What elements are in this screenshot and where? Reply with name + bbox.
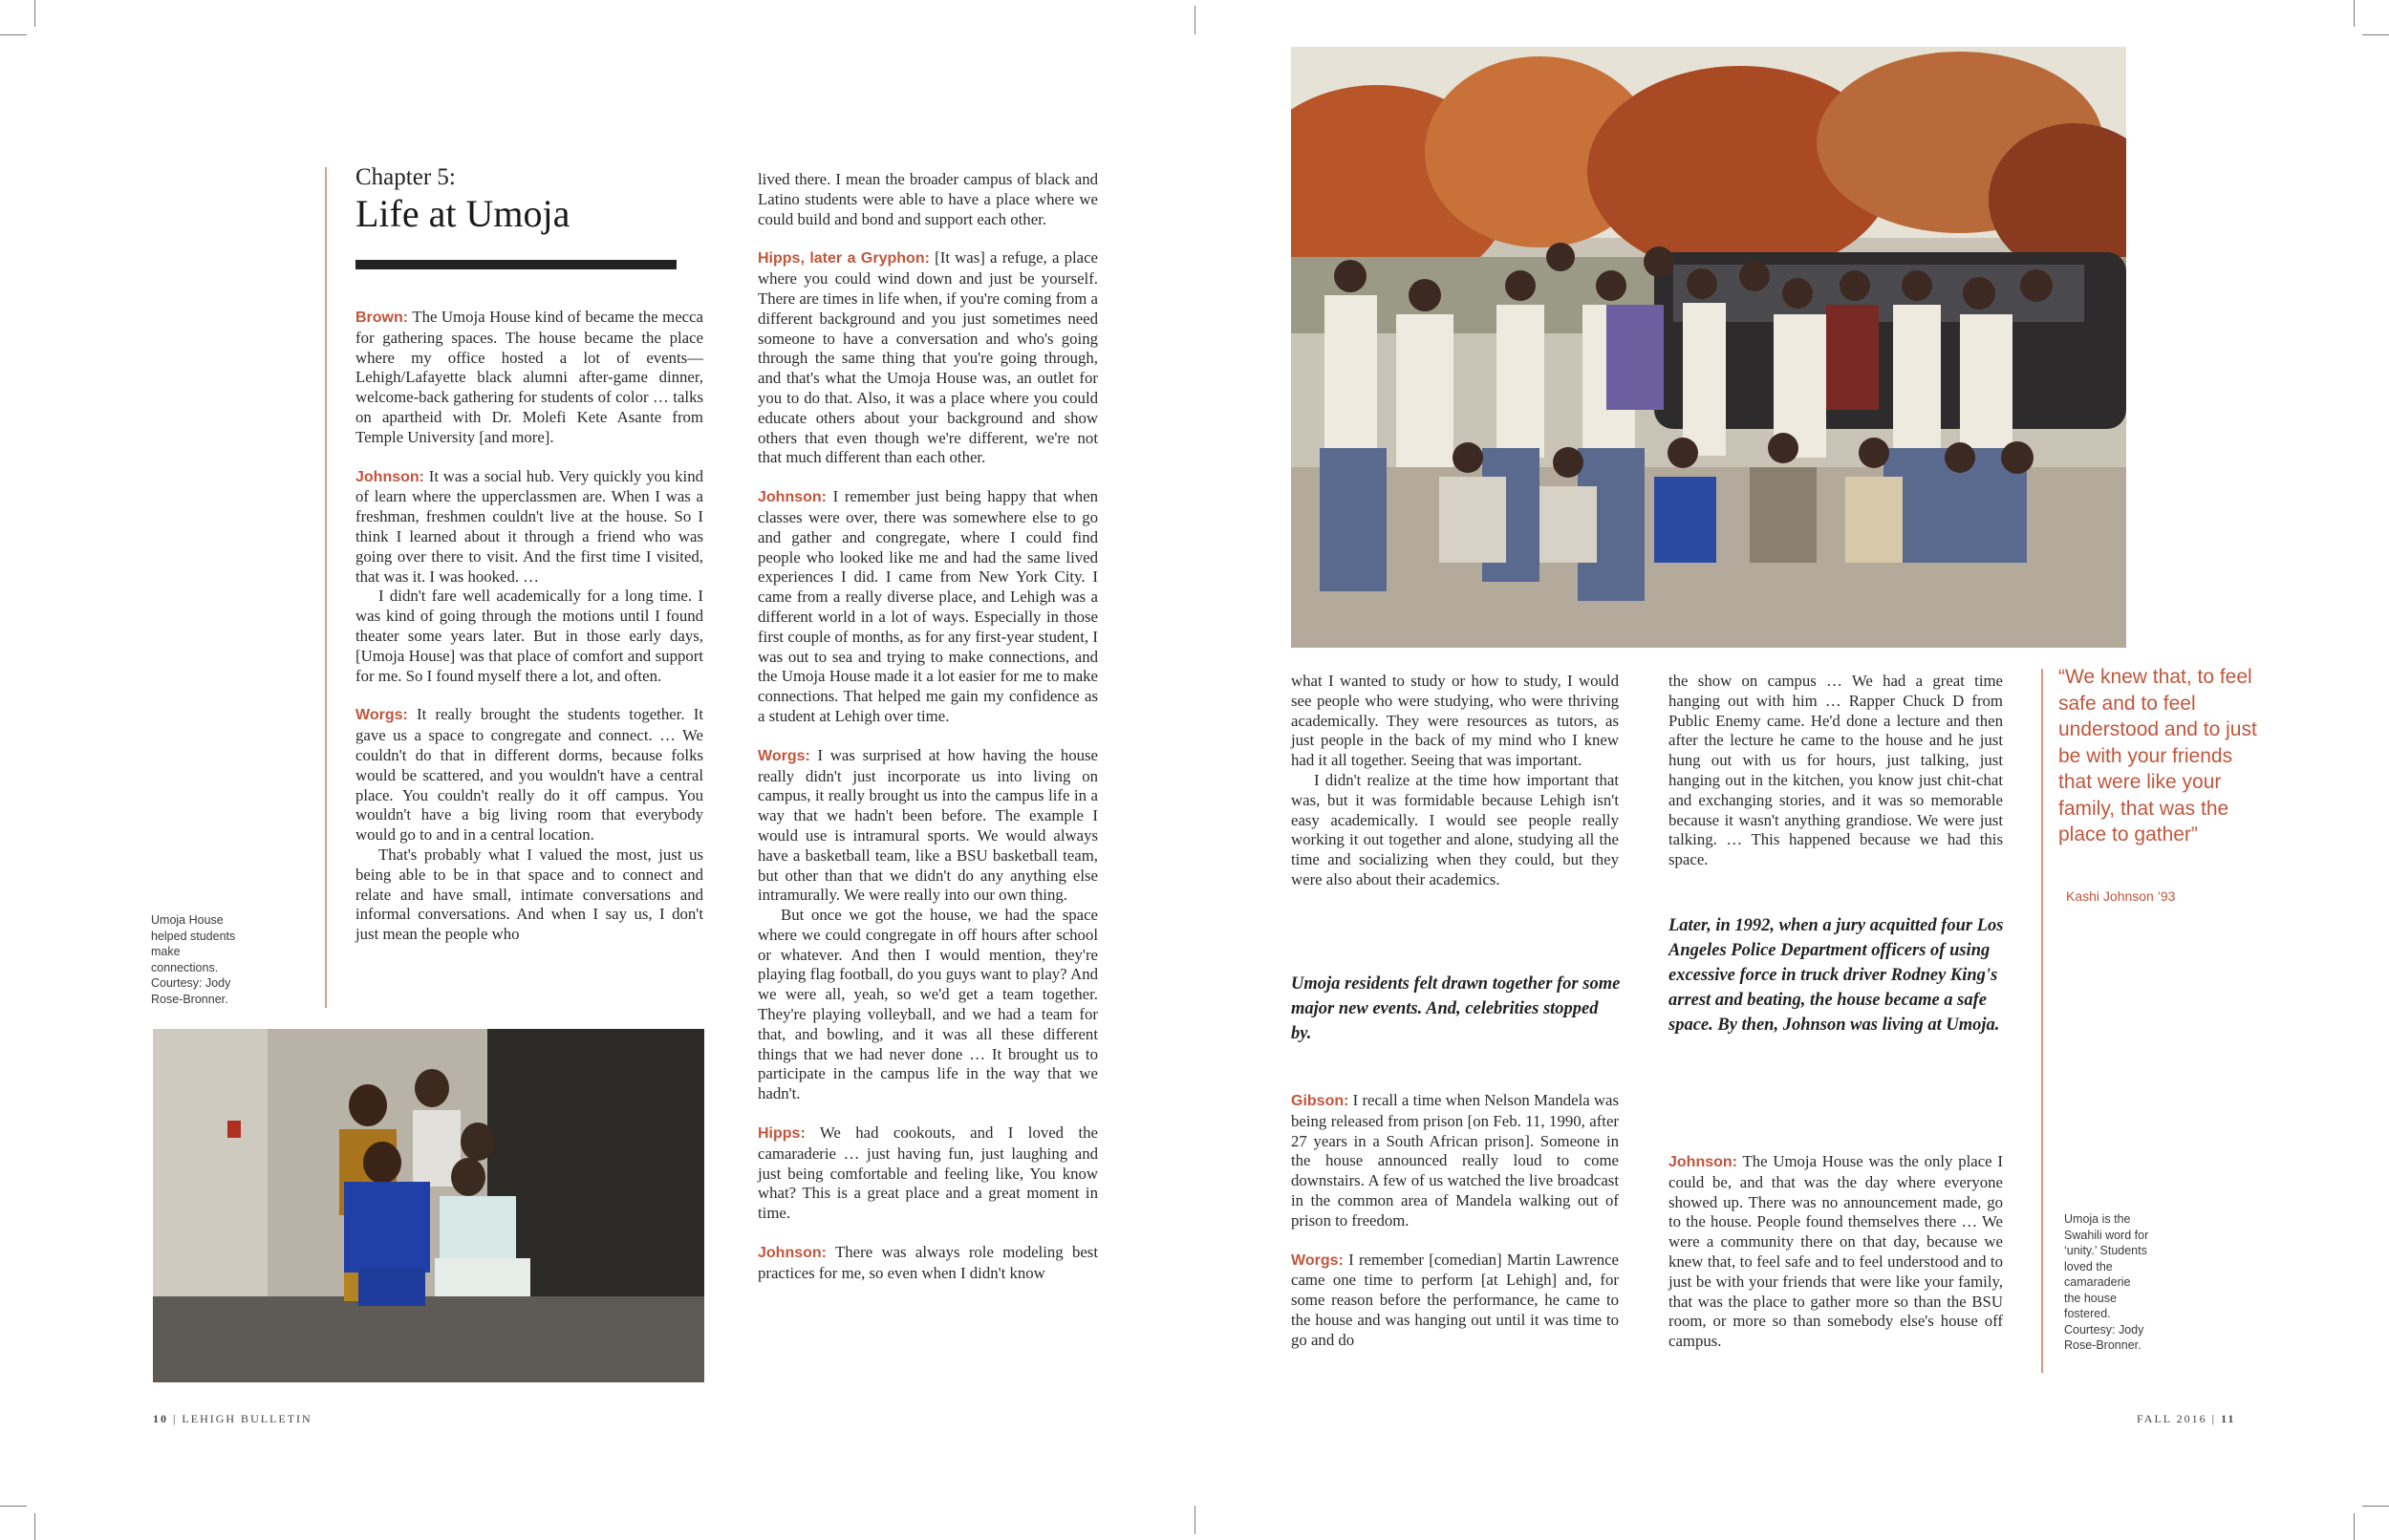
page-number-right: 11 bbox=[2221, 1412, 2236, 1425]
column-2 bbox=[758, 170, 1098, 1284]
paragraph: Worgs: It really brought the students together. It gave us a space to congregate and connect. … We couldn't do that in different dorms, because folks would be scattered, and you wouldn't have a central place. You couldn't really do it off campus. You wouldn't have a big living room that everybody would go to and in a central location. bbox=[355, 705, 703, 845]
column-4b bbox=[1668, 1152, 2003, 1352]
paragraph: lived there. I mean the broader campus of black and Latino students were able to have a place where we could build and bond and support each other. bbox=[758, 170, 1098, 228]
paragraph: the show on campus … We had a great time hanging out with him … Rapper Chuck D from Public Enemy came. He'd done a lecture and then after the lecture he came to the house and he just hung out with us for hours, just talking, just hanging out in the kitchen, you know just chit-chat and exchanging stories, and it was so memorable because it wasn't anything grandiose. We were just talking. … This happened because we had this space. bbox=[1668, 672, 2003, 869]
paragraph: Johnson: I remember just being happy that when classes were over, there was somewhere else to go and gather and congregate, where I could find people who looked like me and had the same lived experiences I did. I came from New York City. I came from a really diverse place, and Lehigh was a different world in a lot of ways. Especially in those first couple of months, as for any first-year student, I was out to sea and trying to make connections, and the Umoja House made it a lot easier for me to make connections. That helped me gain my confidence as a student at Lehigh over time. bbox=[758, 487, 1098, 725]
group-photo bbox=[1291, 47, 2126, 648]
column-4 bbox=[1668, 672, 2003, 870]
paragraph: Gibson: I recall a time when Nelson Mandela was being released from prison [on Feb. 11, 1990, after 27 years in a South African prison]. Someone in the house announced really loud to come downstairs. A few of us watched the live broadcast in the common area of Mandela walking out of prison to freedom. bbox=[1291, 1091, 1619, 1230]
paragraph: Johnson: There was always role modeling best practices for me, so even when I didn't know bbox=[758, 1243, 1098, 1282]
paragraph: I didn't realize at the time how important that was, but it was formidable because Lehigh isn't easy academically. I would see people really working it out together and alone, studying all the time and socializing when they could, but they were also about their academics. bbox=[1291, 770, 1619, 888]
paragraph: Johnson: The Umoja House was the only place I could be, and that was the day where everyone showed up. There was no announcement made, go to the house. People found themselves there … We were a community there on that day, because we knew that, to feel safe and to feel understood and to just be with your friends that were like your family, that was the place to gather more so than the BSU room, or more so than somebody else's house off campus. bbox=[1668, 1152, 2003, 1351]
subhead-celebrities: Umoja residents felt drawn together for some major new events. And, celebrities stopped by. bbox=[1291, 974, 1621, 1043]
publication-name: LEHIGH BULLETIN bbox=[182, 1412, 312, 1425]
page-number-left: 10 bbox=[153, 1412, 168, 1425]
footer-right: FALL 2016 | 11 bbox=[2137, 1412, 2236, 1425]
subhead-rodney-king: Later, in 1992, when a jury acquitted four Los Angeles Police Department officers of using excessive force in truck driver Rodney King's arrest and beating, the house became a safe space. By then, Johnson was living at Umoja. bbox=[1668, 916, 2004, 1035]
dorm-hallway-photo bbox=[153, 1029, 704, 1382]
pullquote-rule bbox=[2041, 669, 2043, 1373]
pull-quote: “We knew that, to feel safe and to feel understood and to just be with your friends that were like your family, that was the place to gather” bbox=[2058, 666, 2257, 845]
footer-left: 10 | LEHIGH BULLETIN bbox=[153, 1412, 312, 1425]
photo-caption-right: Umoja is the Swahili word for ‘unity.’ Students loved the camaraderie the house fostered. Courtesy: Jody Rose-Bronner. bbox=[2064, 1212, 2149, 1352]
paragraph: Hipps: We had cookouts, and I loved the camaraderie … just having fun, just laughing and just being comfortable and feeling like, You know what? This is a great place and a great moment in time. bbox=[758, 1123, 1098, 1223]
column-3b bbox=[1291, 1091, 1619, 1351]
paragraph: But once we got the house, we had the space where we could congregate in off hours after school or whatever. And then I would mention, they're playing flag football, do you guys want to play? And we were all, yeah, so we'd get a team together. They're playing volleyball, and we had a team for that, and bowling, and it was all these different things that we had never done … It brought us to participate in the campus life in the way that we hadn't. bbox=[758, 906, 1098, 1103]
paragraph: That's probably what I valued the most, just us being able to be in that space and to connect and relate and have small, intimate conversations and informal conversations. And when I say us, I don't just mean the people who bbox=[355, 845, 703, 944]
paragraph: what I wanted to study or how to study, I would see people who were studying, who were thriving academically. They were resources as tutors, as just people in the back of my mind who I knew had it all together. Seeing that was important. bbox=[1291, 672, 1619, 770]
paragraph: Johnson: It was a social hub. Very quickly you kind of learn where the upperclassmen are. When I was a freshman, freshmen couldn't live at the house. So I think I learned about it through a friend who was going over there to visit. And the first time I visited, that was it. I was hooked. … bbox=[355, 466, 703, 586]
paragraph: Hipps, later a Gryphon: [It was] a refuge, a place where you could wind down and just be yourself. There are times in life when, if you're coming from a different background and you just sometimes need someone to have a conversation and who's going through the same thing that you're going through, and that's what the Umoja House was, an outlet for you to do that. Also, it was a place where you could educate others about your background and show others that even though we're different, we're not that much different than each other. bbox=[758, 248, 1098, 467]
title-rule bbox=[355, 260, 677, 269]
paragraph: Worgs: I remember [comedian] Martin Lawrence came one time to perform [at Lehigh] and, for some reason before the performance, he came to the house and was hanging out until it was time to go and do bbox=[1291, 1250, 1619, 1349]
chapter-title: Life at Umoja bbox=[355, 192, 570, 235]
column-1 bbox=[355, 308, 703, 945]
issue-name: FALL 2016 bbox=[2137, 1412, 2207, 1425]
paragraph: Worgs: I was surprised at how having the house really didn't just incorporate us into living on campus, it really brought us into the campus life in a way that we hadn't been before. The example I would use is intramural sports. We would always have a basketball team, like a BSU basketball team, but other than that we didn't do any anything else intramurally. We were really into our own thing. bbox=[758, 745, 1098, 905]
chapter-label: Chapter 5: bbox=[355, 164, 456, 190]
column-rule-left bbox=[325, 167, 327, 1008]
paragraph: Brown: The Umoja House kind of became the mecca for gathering spaces. The house became the place where my office hosted a lot of events—Lehigh/Lafayette black alumni after-game dinner, welcome-back gathering for students of color … talks on apartheid with Dr. Molefi Kete Asante from Temple University [and more]. bbox=[355, 308, 703, 446]
paragraph: I didn't fare well academically for a long time. I was kind of going through the motions until I found theater some years later. But in those early days, [Umoja House] was that place of comfort and support for me. So I found myself there a lot, and often. bbox=[355, 587, 703, 685]
photo-caption-left: Umoja House helped students make connections. Courtesy: Jody Rose-Bronner. bbox=[151, 913, 236, 1006]
column-3 bbox=[1291, 672, 1619, 890]
pull-quote-attribution: Kashi Johnson ’93 bbox=[2066, 888, 2176, 904]
